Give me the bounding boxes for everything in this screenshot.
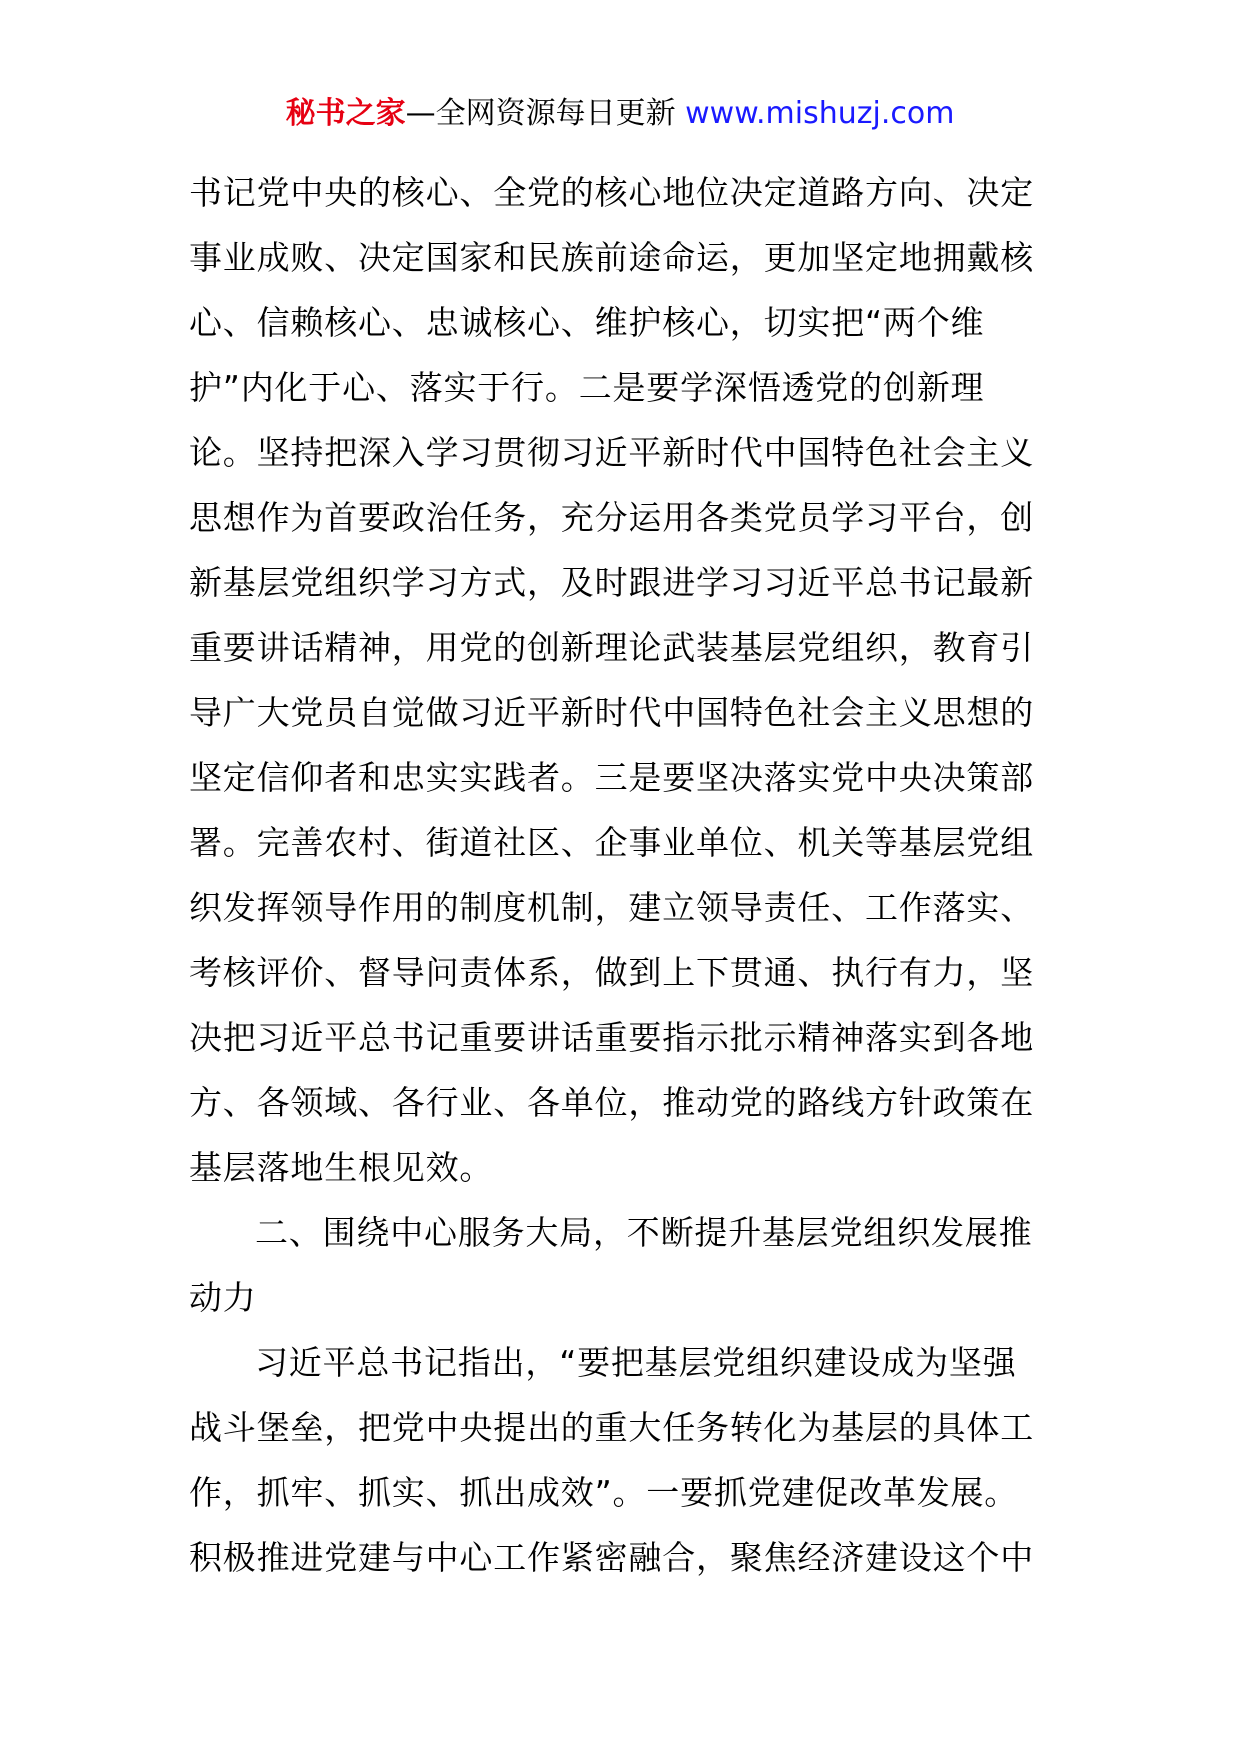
text-line: 战斗堡垒，把党中央提出的重大任务转化为基层的具体工 bbox=[189, 1408, 1034, 1447]
paragraph-start: 习近平总书记指出，“要把基层党组织建设成为坚强 bbox=[255, 1343, 1017, 1382]
text-line: 重要讲话精神，用党的创新理论武装基层党组织，教育引 bbox=[189, 628, 1034, 667]
text-line: 护”内化于心、落实于行。二是要学深悟透党的创新理 bbox=[189, 368, 985, 407]
text-line: 织发挥领导作用的制度机制，建立领导责任、工作落实、 bbox=[189, 888, 1034, 927]
text-line: 作，抓牢、抓实、抓出成效”。一要抓党建促改革发展。 bbox=[189, 1473, 1019, 1512]
header-tagline: —全网资源每日更新 bbox=[405, 96, 676, 131]
text-line: 书记党中央的核心、全党的核心地位决定道路方向、决定 bbox=[189, 173, 1034, 212]
text-line: 署。完善农村、街道社区、企事业单位、机关等基层党组 bbox=[189, 823, 1034, 862]
text-line: 基层落地生根见效。 bbox=[189, 1148, 494, 1187]
section-heading: 二、围绕中心服务大局，不断提升基层党组织发展推 bbox=[255, 1213, 1033, 1252]
text-line: 思想作为首要政治任务，充分运用各类党员学习平台，创 bbox=[189, 498, 1034, 537]
document-body bbox=[189, 160, 1069, 1590]
section-heading-continuation: 动力 bbox=[189, 1278, 257, 1317]
site-header bbox=[0, 94, 1240, 134]
text-line: 论。坚持把深入学习贯彻习近平新时代中国特色社会主义 bbox=[189, 433, 1034, 472]
text-line: 考核评价、督导问责体系，做到上下贯通、执行有力，坚 bbox=[189, 953, 1034, 992]
brand-name: 秘书之家 bbox=[285, 96, 406, 131]
text-line: 心、信赖核心、忠诚核心、维护核心，切实把“两个维 bbox=[189, 303, 985, 342]
text-line: 坚定信仰者和忠实实践者。三是要坚决落实党中央决策部 bbox=[189, 758, 1034, 797]
text-line: 积极推进党建与中心工作紧密融合，聚焦经济建设这个中 bbox=[189, 1538, 1034, 1577]
site-url-link[interactable]: www.mishuzj.com bbox=[685, 96, 955, 131]
text-line: 事业成败、决定国家和民族前途命运，更加坚定地拥戴核 bbox=[189, 238, 1034, 277]
text-line: 新基层党组织学习方式，及时跟进学习习近平总书记最新 bbox=[189, 563, 1034, 602]
text-line: 导广大党员自觉做习近平新时代中国特色社会主义思想的 bbox=[189, 693, 1034, 732]
text-line: 方、各领域、各行业、各单位，推动党的路线方针政策在 bbox=[189, 1083, 1034, 1122]
text-line: 决把习近平总书记重要讲话重要指示批示精神落实到各地 bbox=[189, 1018, 1034, 1057]
